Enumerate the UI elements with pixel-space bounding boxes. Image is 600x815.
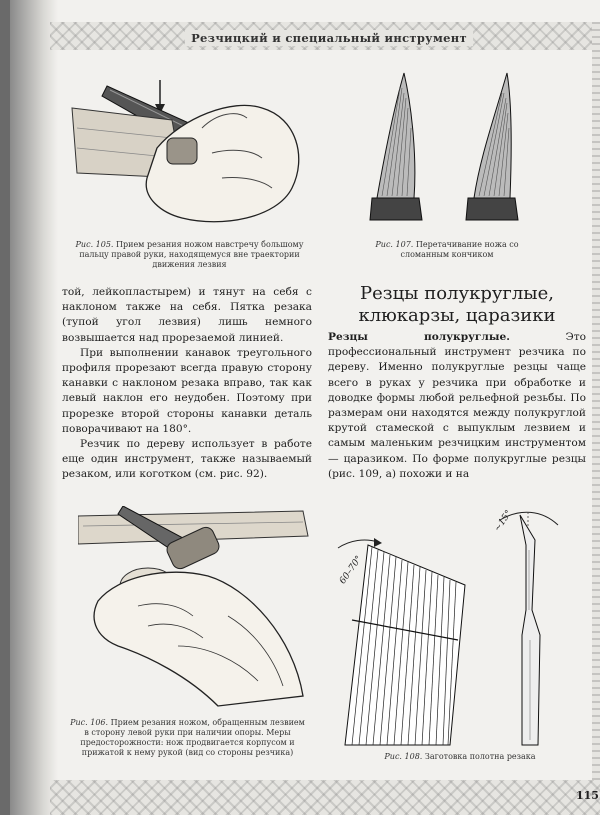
left-column-text [62, 285, 312, 483]
figure-107-illustration [362, 68, 542, 233]
section-title: Резцы полукруглые, клюкарзы, царазики [358, 283, 556, 326]
figure-108-number: Рис. 108. [384, 752, 423, 761]
hands [94, 572, 303, 706]
figure-107-caption [372, 240, 522, 260]
figure-106-caption [70, 718, 305, 758]
running-head: Резчицкий и специальный инструмент [185, 30, 473, 46]
angle-label-right: ~15° [492, 508, 515, 534]
page-number: 115 [576, 789, 599, 802]
lead-term: Резцы полукруглые. [328, 331, 510, 343]
book-page [10, 0, 600, 815]
knife-1-blade [377, 73, 415, 198]
figure-105-caption [72, 240, 307, 270]
figure-105-illustration [62, 78, 312, 228]
figure-105-number: Рис. 105. [75, 240, 114, 249]
knife-1-ferrule [370, 198, 422, 220]
figure-108-text: Заготовка полотна резака [424, 752, 536, 761]
figure-108-illustration [330, 500, 570, 755]
left-paragraph-3: Резчик по дереву использует в работе еще один инструмент, также называемый резаком, или коготком (см. рис. 92). [62, 438, 312, 481]
right-column-text [328, 330, 586, 482]
spine-shadow [10, 0, 58, 815]
knife-2-ferrule [466, 198, 518, 220]
right-ornament-border [592, 22, 600, 815]
bottom-ornament-border [50, 780, 600, 815]
left-paragraph-2: При выполнении канавок треугольного профиля прорезают всегда правую сторону канавки с наклоном резака вправо, так как левый наклон его неудобен. Поэтому при прорезке второй стороны канавки деталь поворачивают на 180°. [62, 346, 312, 435]
figure-106-illustration [78, 506, 318, 711]
figure-108-caption [360, 752, 560, 762]
left-paragraph-1: той, лейкопластырем) и тянут на себя с наклоном также на себя. Пятка резака (тупой угол лезвия) лишь немного возвышается над прорезаемой линией. [62, 286, 312, 344]
knife-handle [167, 138, 197, 164]
figure-107-number: Рис. 107. [375, 240, 414, 249]
right-paragraph-text: Это профессиональный инструмент резчика по дереву. Именно полукруглые резцы чаще всего в руках у резчика при обработке и доводке формы любой рельефной резьбы. По размерам они находятся между полукруглой крутой стамеской с выпуклым лезвием и самым маленьким резчицким инструментом — царазиком. По форме полукруглые резцы (рис. 109, а) похожи и на [328, 331, 586, 480]
figure-106-text: Прием резания ножом, обращенным лезвием в сторону левой руки при наличии опоры. Меры предосторожности: нож продвигается корпусом и прижатой к нему рукой (вид со стороны резчика) [80, 718, 305, 757]
figure-106-number: Рис. 106. [70, 718, 109, 727]
figure-105-text: Прием резания ножом навстречу большому пальцу правой руки, находящемуся вне траектории движения лезвия [79, 240, 304, 269]
figure-107-text: Перетачивание ножа со сломанным кончиком [400, 240, 519, 259]
angle-label-left: 60–70° [337, 554, 365, 587]
